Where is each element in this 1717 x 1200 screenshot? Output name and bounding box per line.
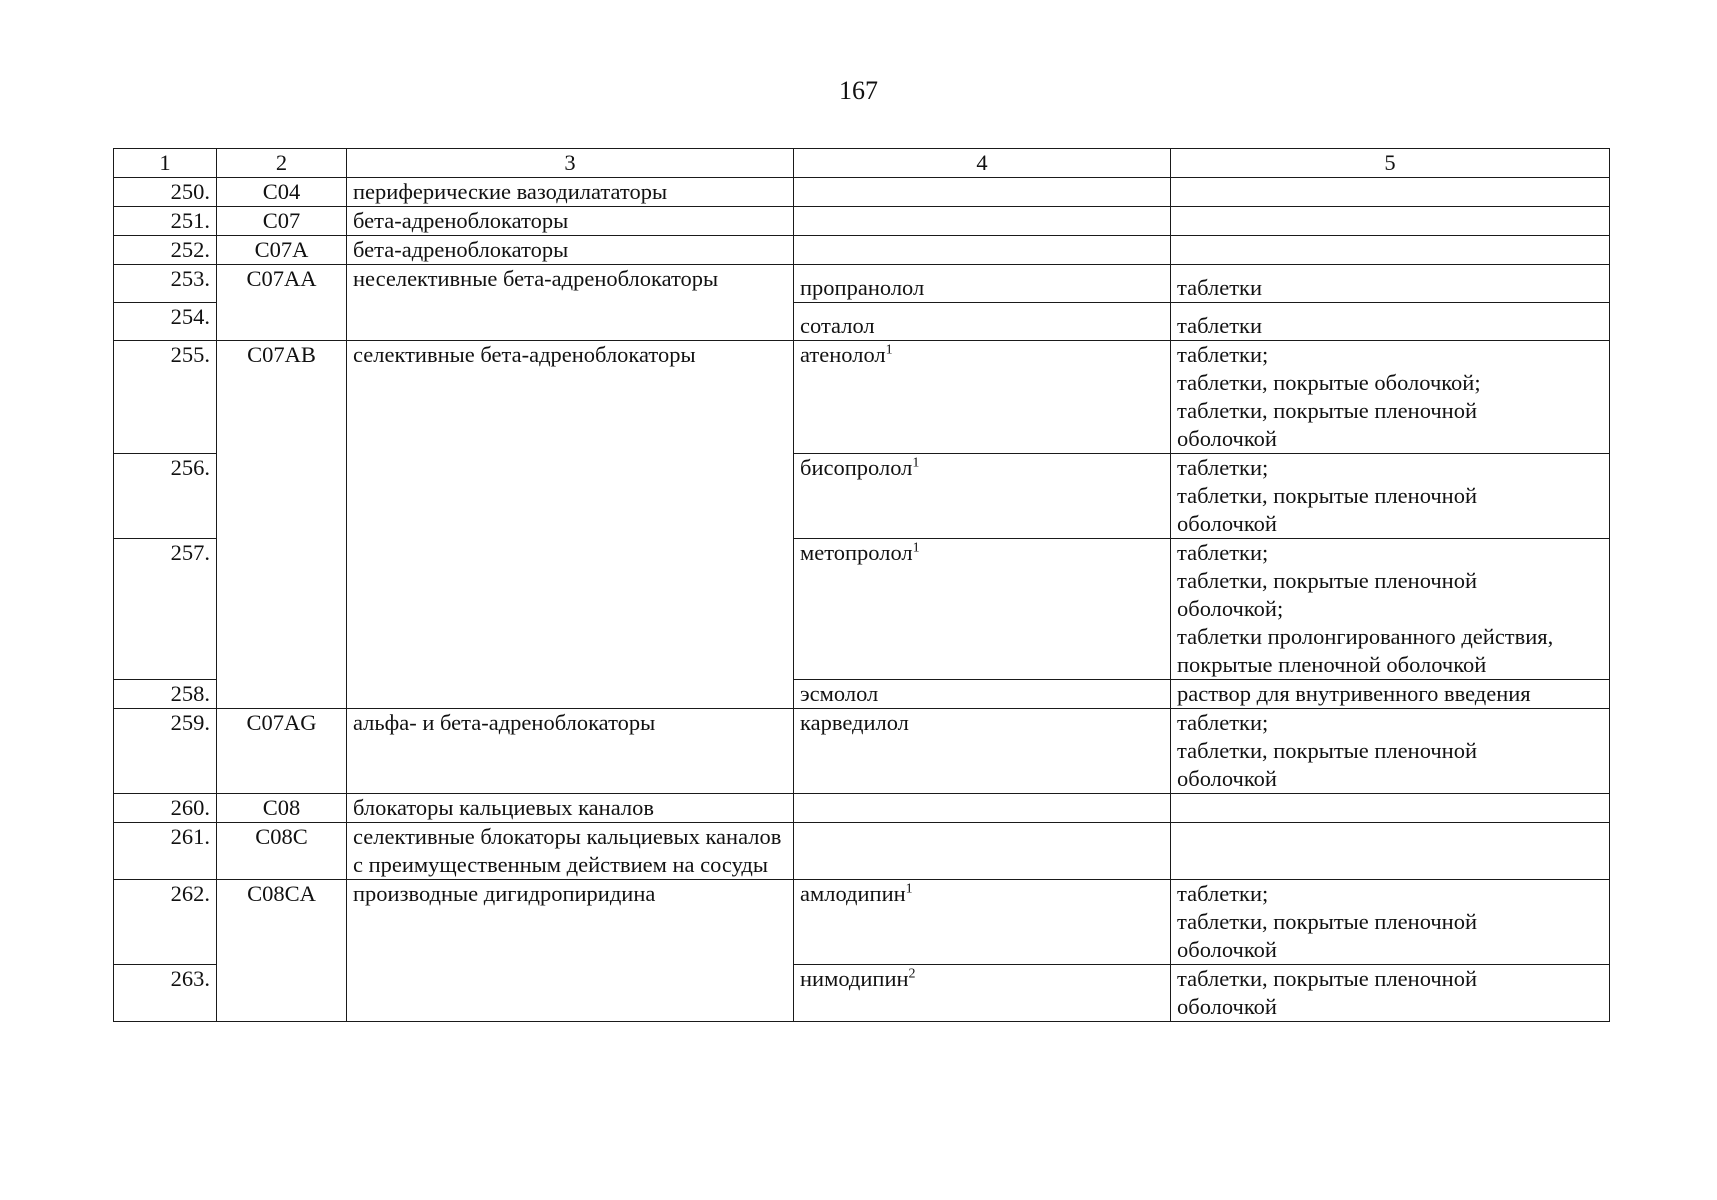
row-number: 256.	[114, 454, 217, 539]
footnote-marker: 1	[912, 540, 920, 556]
drug-name	[794, 207, 1171, 236]
dosage-form-line: таблетки, покрытые пленочной	[1177, 568, 1478, 593]
atc-group: альфа- и бета-адреноблокаторы	[347, 709, 794, 794]
row-number: 260.	[114, 794, 217, 823]
column-header: 4	[794, 149, 1171, 178]
row-number: 250.	[114, 178, 217, 207]
row-number: 258.	[114, 680, 217, 709]
drug-table	[113, 148, 1610, 1022]
drug-name-text: эсмолол	[800, 681, 879, 706]
atc-group: производные дигидропиридина	[347, 880, 794, 1022]
dosage-form-line: оболочкой;	[1177, 596, 1284, 621]
table-header-row	[114, 149, 1610, 178]
drug-name	[794, 539, 1171, 680]
footnote-marker: 1	[905, 881, 913, 897]
column-header: 2	[217, 149, 347, 178]
dosage-forms	[1171, 265, 1610, 303]
atc-code: C07	[217, 207, 347, 236]
dosage-form-line: оболочкой	[1177, 994, 1277, 1019]
dosage-forms	[1171, 303, 1610, 341]
dosage-form-line: таблетки;	[1177, 710, 1269, 735]
dosage-form-line: таблетки пролонгированного действия,	[1177, 624, 1554, 649]
atc-group: бета-адреноблокаторы	[347, 236, 794, 265]
dosage-form-line: таблетки;	[1177, 881, 1269, 906]
table-row	[114, 341, 1610, 454]
row-number: 252.	[114, 236, 217, 265]
column-header: 5	[1171, 149, 1610, 178]
dosage-form-line: таблетки, покрытые пленочной	[1177, 398, 1478, 423]
dosage-form-line: таблетки, покрытые пленочной	[1177, 483, 1478, 508]
dosage-forms	[1171, 454, 1610, 539]
atc-group: блокаторы кальциевых каналов	[347, 794, 794, 823]
drug-name	[794, 823, 1171, 880]
table-row	[114, 880, 1610, 965]
dosage-forms	[1171, 709, 1610, 794]
dosage-form-line: таблетки	[1177, 275, 1263, 300]
drug-name	[794, 965, 1171, 1022]
drug-name-text: пропранолол	[800, 275, 925, 300]
drug-name	[794, 236, 1171, 265]
atc-code: C08C	[217, 823, 347, 880]
row-number: 255.	[114, 341, 217, 454]
drug-name-text: нимодипин	[800, 966, 909, 991]
atc-code: C07AG	[217, 709, 347, 794]
column-header: 1	[114, 149, 217, 178]
atc-code: C04	[217, 178, 347, 207]
dosage-form-line: оболочкой	[1177, 937, 1277, 962]
drug-name-text: бисопролол	[800, 455, 913, 480]
drug-name-text: метопролол	[800, 540, 913, 565]
drug-name	[794, 454, 1171, 539]
dosage-forms	[1171, 236, 1610, 265]
drug-name-text: соталол	[800, 313, 875, 338]
dosage-form-line: таблетки, покрытые пленочной	[1177, 738, 1478, 763]
drug-name	[794, 680, 1171, 709]
dosage-form-line: покрытые пленочной оболочкой	[1177, 652, 1487, 677]
column-header: 3	[347, 149, 794, 178]
row-number: 262.	[114, 880, 217, 965]
atc-group: неселективные бета-адреноблокаторы	[347, 265, 794, 341]
dosage-form-line: оболочкой	[1177, 426, 1277, 451]
dosage-forms	[1171, 178, 1610, 207]
drug-name-text: амлодипин	[800, 881, 906, 906]
atc-code: C08	[217, 794, 347, 823]
table-row	[114, 794, 1610, 823]
drug-name-text: атенолол	[800, 342, 886, 367]
atc-code: C07AA	[217, 265, 347, 341]
dosage-forms	[1171, 207, 1610, 236]
row-number: 251.	[114, 207, 217, 236]
drug-name	[794, 880, 1171, 965]
table-row	[114, 207, 1610, 236]
table-row	[114, 178, 1610, 207]
drug-name	[794, 794, 1171, 823]
footnote-marker: 1	[885, 342, 893, 358]
dosage-forms	[1171, 965, 1610, 1022]
dosage-forms	[1171, 823, 1610, 880]
table-row	[114, 823, 1610, 880]
atc-group: селективные бета-адреноблокаторы	[347, 341, 794, 709]
drug-name	[794, 303, 1171, 341]
atc-group: периферические вазодилататоры	[347, 178, 794, 207]
row-number: 257.	[114, 539, 217, 680]
dosage-form-line: таблетки, покрытые пленочной	[1177, 966, 1478, 991]
table-row	[114, 265, 1610, 303]
atc-code: C07A	[217, 236, 347, 265]
drug-name-text: карведилол	[800, 710, 909, 735]
dosage-forms	[1171, 880, 1610, 965]
table-row	[114, 709, 1610, 794]
dosage-form-line: таблетки, покрытые пленочной	[1177, 909, 1478, 934]
dosage-forms	[1171, 539, 1610, 680]
row-number: 253.	[114, 265, 217, 303]
atc-group: бета-адреноблокаторы	[347, 207, 794, 236]
page-number: 167	[839, 76, 878, 105]
drug-name	[794, 178, 1171, 207]
dosage-form-line: раствор для внутривенного введения	[1177, 681, 1531, 706]
dosage-form-line: оболочкой	[1177, 766, 1277, 791]
atc-code: C07AB	[217, 341, 347, 709]
dosage-forms	[1171, 341, 1610, 454]
dosage-form-line: таблетки;	[1177, 455, 1269, 480]
atc-group: селективные блокаторы кальциевых каналов с преимущественным действием на сосуды	[347, 823, 794, 880]
dosage-form-line: оболочкой	[1177, 511, 1277, 536]
row-number: 261.	[114, 823, 217, 880]
footnote-marker: 2	[908, 966, 916, 982]
table-row	[114, 236, 1610, 265]
dosage-form-line: таблетки;	[1177, 342, 1269, 367]
dosage-forms	[1171, 680, 1610, 709]
row-number: 254.	[114, 303, 217, 341]
atc-code: C08CA	[217, 880, 347, 1022]
row-number: 259.	[114, 709, 217, 794]
dosage-form-line: таблетки	[1177, 313, 1263, 338]
drug-name	[794, 341, 1171, 454]
drug-name	[794, 709, 1171, 794]
dosage-forms	[1171, 794, 1610, 823]
dosage-form-line: таблетки;	[1177, 540, 1269, 565]
row-number: 263.	[114, 965, 217, 1022]
footnote-marker: 1	[912, 455, 920, 471]
drug-name	[794, 265, 1171, 303]
dosage-form-line: таблетки, покрытые оболочкой;	[1177, 370, 1481, 395]
